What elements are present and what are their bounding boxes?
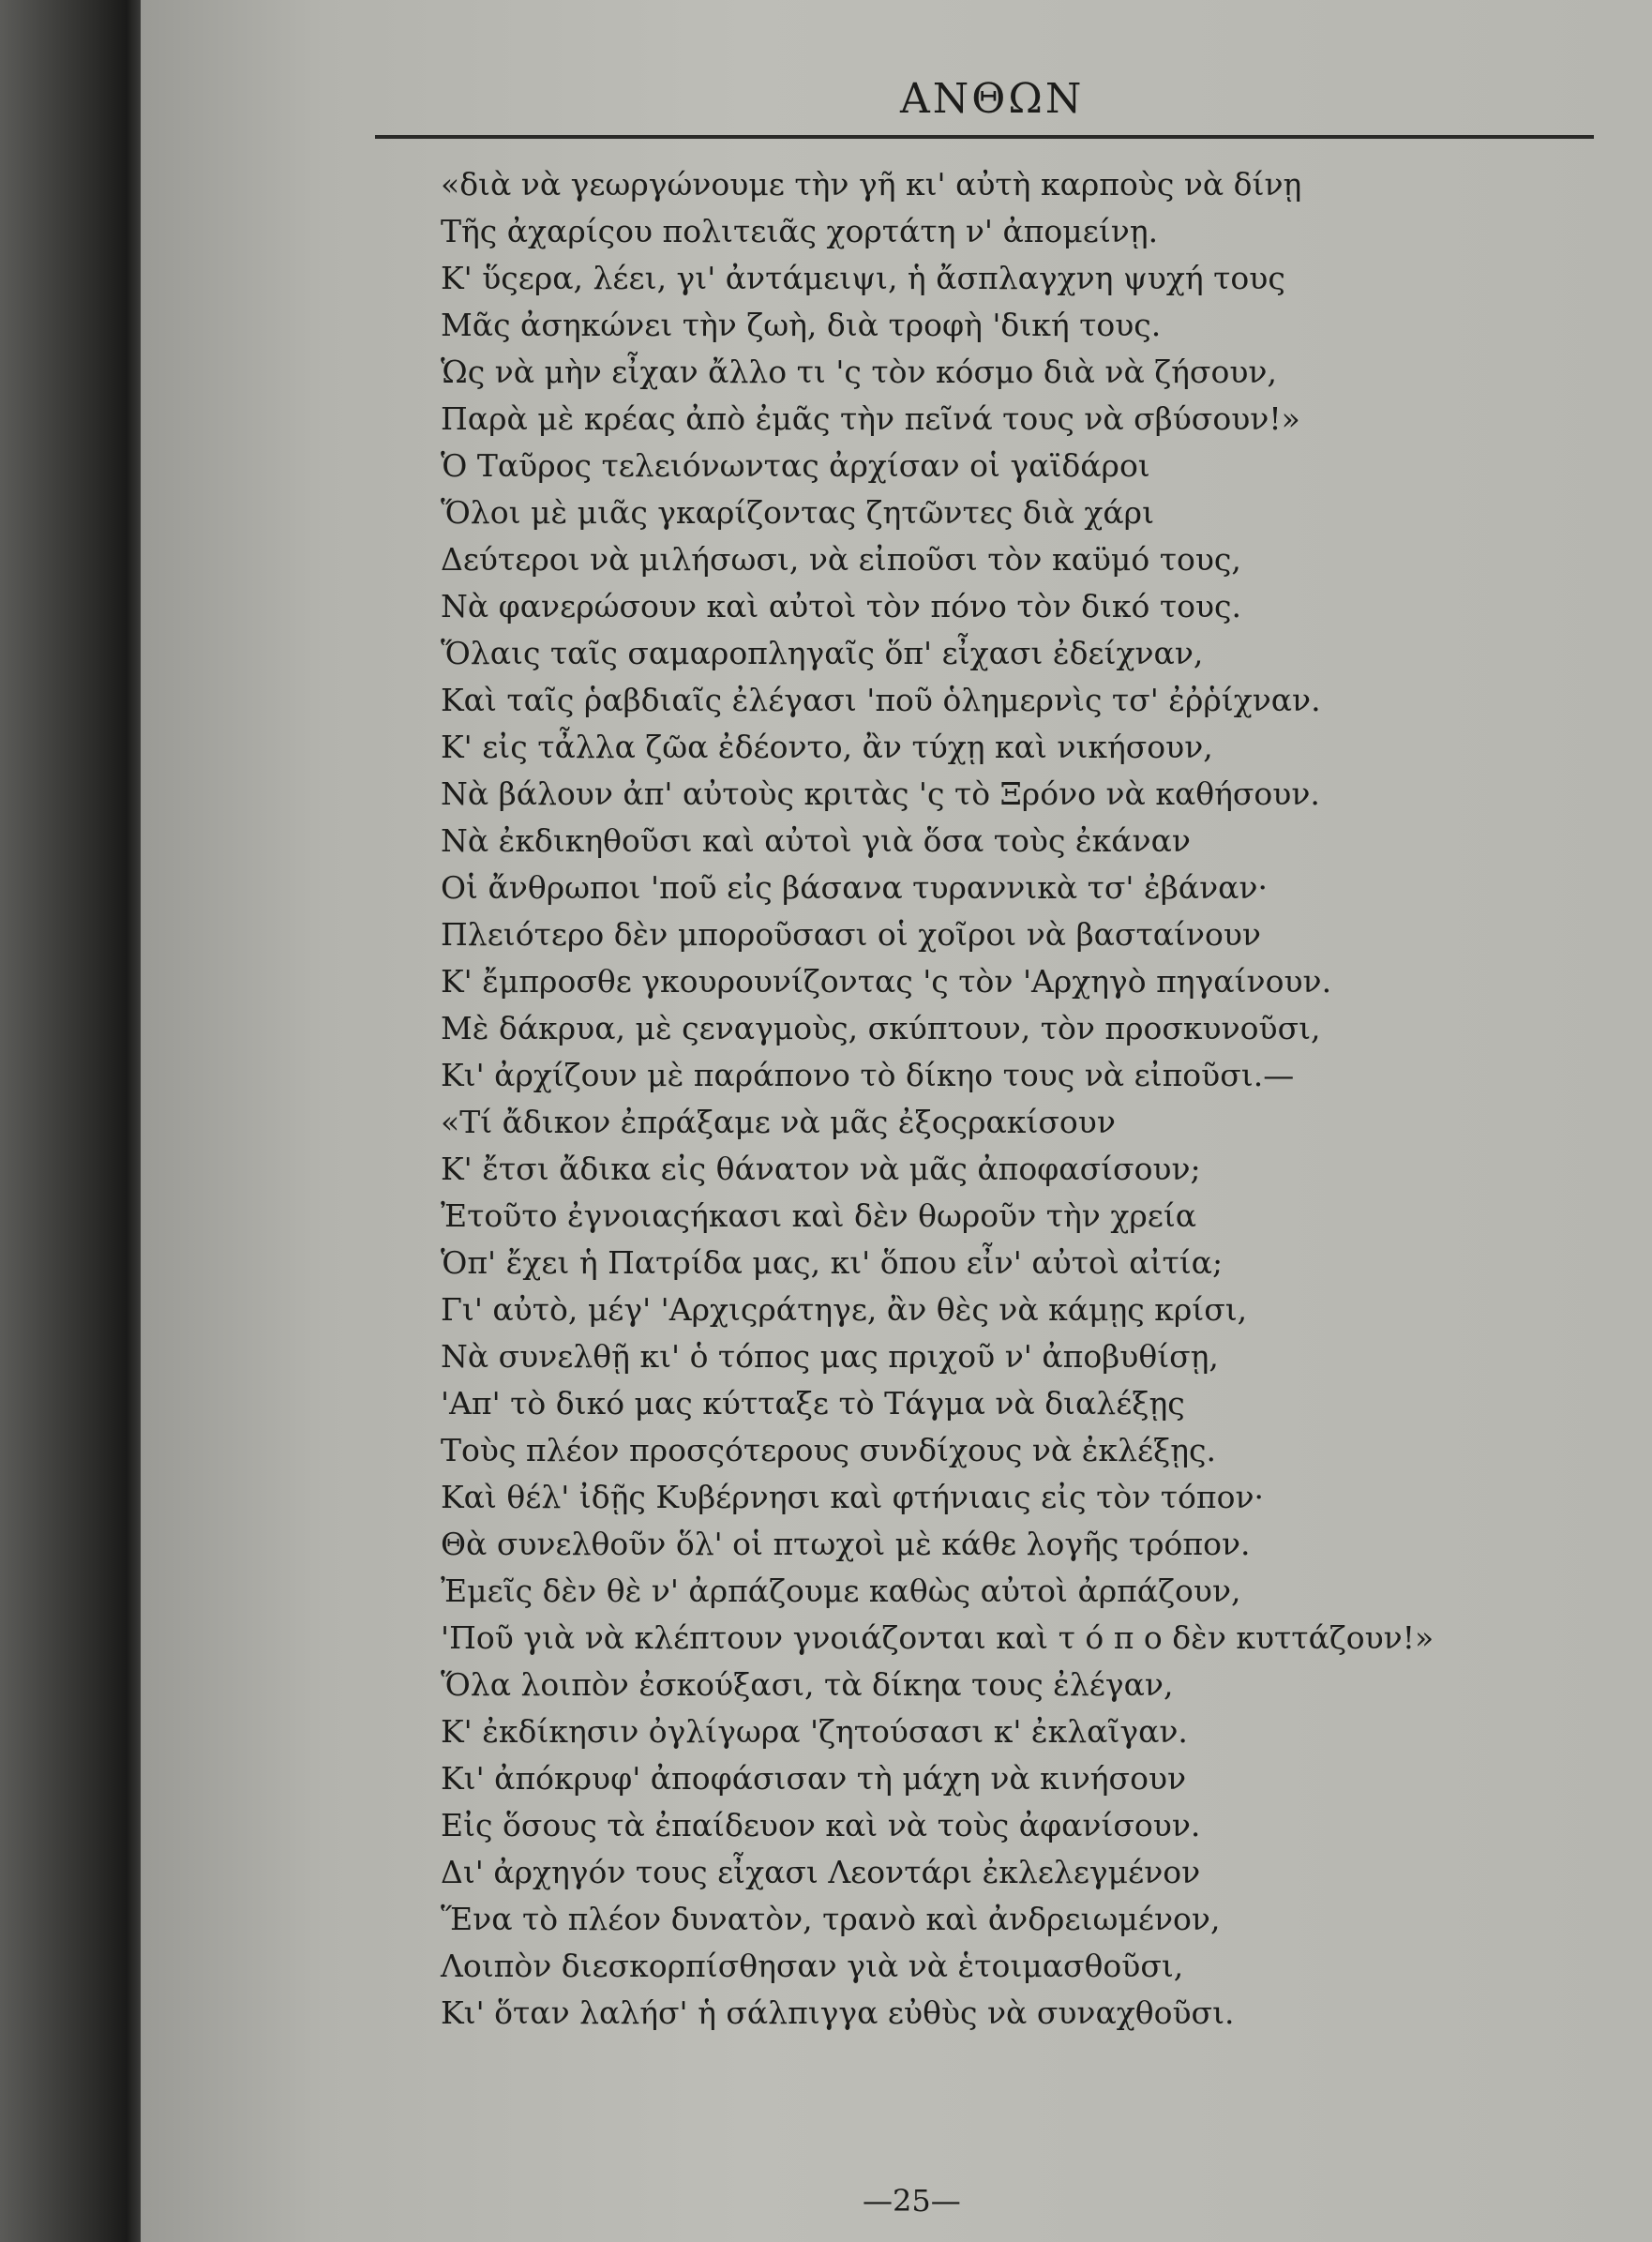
poem-line: Τῆς ἀχαρίςου πολιτειᾶς χορτάτη ν' ἀπομείνῃ.	[441, 213, 1159, 249]
poem-line: Δι' ἀρχηγόν τους εἶχασι Λεοντάρι ἐκλελεγμένον	[441, 1854, 1201, 1890]
poem-line: Ὅλα λοιπὸν ἐσκούξασι, τὰ δίκηα τους ἐλέγαν,	[441, 1666, 1174, 1703]
poem-line: «Τί ἄδικον ἐπράξαμε νὰ μᾶς ἐξοςρακίσουν	[441, 1104, 1116, 1140]
header-rule	[375, 135, 1594, 139]
poem-line: Ὁ Ταῦρος τελειόνωντας ἀρχίσαν οἱ γαϊδάροι	[441, 447, 1150, 484]
poem-line: Νὰ φανερώσουν καὶ αὐτοὶ τὸν πόνο τὸν δικό τους.	[441, 588, 1242, 624]
poem-line: Καὶ θέλ' ἰδῇς Κυβέρνησι καὶ φτήνιαις εἰς τὸν τόπον·	[441, 1479, 1265, 1515]
poem-line: Παρὰ μὲ κρέας ἀπὸ ἐμᾶς τὴν πεῖνά τους νὰ σβύσουν!»	[441, 400, 1300, 437]
poem-line: Θὰ συνελθοῦν ὅλ' οἱ πτωχοὶ μὲ κάθε λογῆς τρόπον.	[441, 1526, 1251, 1562]
poem-line: Πλειότερο δὲν μποροῦσασι οἱ χοῖροι νὰ βασταίνουν	[441, 916, 1261, 953]
poem-line: Νὰ ἐκδικηθοῦσι καὶ αὐτοὶ γιὰ ὅσα τοὺς ἐκάναν	[441, 822, 1191, 859]
poem-line: Κ' ἔμπροσθε γκουρουνίζοντας 'ς τὸν 'Αρχηγὸ πηγαίνουν.	[441, 963, 1332, 1000]
poem-line: Κ' ὕςερα, λέει, γι' ἀντάμειψι, ἡ ἄσπλαγχνη ψυχή τους	[441, 260, 1285, 296]
poem-line: Κ' ἔτσι ἄδικα εἰς θάνατον νὰ μᾶς ἀποφασίσουν;	[441, 1151, 1201, 1187]
poem-line: Κι' ὅταν λαλήσ' ἡ σάλπιγγα εὐθὺς νὰ συναχθοῦσι.	[441, 1994, 1235, 2031]
poem-text	[441, 161, 1613, 2037]
poem-line: Λοιπὸν διεσκορπίσθησαν γιὰ νὰ ἑτοιμασθοῦσι,	[441, 1948, 1184, 1984]
poem-line: Οἱ ἄνθρωποι 'ποῦ εἰς βάσανα τυραννικὰ τσ' ἐβάναν·	[441, 869, 1268, 906]
poem-line: Ἐμεῖς δὲν θὲ ν' ἀρπάζουμε καθὼς αὐτοὶ ἀρπάζουν,	[441, 1572, 1241, 1609]
poem-line: Καὶ ταῖς ῥαβδιαῖς ἐλέγασι 'ποῦ ὁλημερνὶς τσ' ἐῤῥίχναν.	[441, 682, 1321, 718]
binding-gutter	[0, 0, 141, 2242]
poem-line: Κι' ἀρχίζουν μὲ παράπονο τὸ δίκηο τους νὰ εἰποῦσι.—	[441, 1057, 1295, 1093]
poem-line: Ὡς νὰ μὴν εἶχαν ἄλλο τι 'ς τὸν κόσμο διὰ νὰ ζήσουν,	[441, 354, 1277, 390]
poem-line: Δεύτεροι νὰ μιλήσωσι, νὰ εἰποῦσι τὸν καϋμό τους,	[441, 541, 1241, 578]
poem-line: Γι' αὐτὸ, μέγ' 'Αρχιςράτηγε, ἂν θὲς νὰ κάμῃς κρίσι,	[441, 1291, 1248, 1328]
page-number: —25—	[863, 2183, 961, 2219]
poem-line: Ὅλαις ταῖς σαμαροπληγαῖς ὅπ' εἶχασι ἐδείχναν,	[441, 635, 1204, 671]
poem-line: «διὰ νὰ γεωργώνουμε τὴν γῆ κι' αὐτὴ καρποὺς νὰ δίνῃ	[441, 166, 1302, 203]
poem-line: Ὁπ' ἔχει ἡ Πατρίδα μας, κι' ὅπου εἶν' αὐτοὶ αἰτία;	[441, 1244, 1224, 1281]
poem-line: Εἰς ὅσους τὰ ἐπαίδευον καὶ νὰ τοὺς ἀφανίσουν.	[441, 1807, 1201, 1843]
poem-line: Κι' ἀπόκρυφ' ἀποφάσισαν τὴ μάχη νὰ κινήσουν	[441, 1760, 1187, 1797]
poem-line: Μὲ δάκρυα, μὲ ςεναγμοὺς, σκύπτουν, τὸν προσκυνοῦσι,	[441, 1010, 1321, 1046]
poem-line: Ἕνα τὸ πλέον δυνατὸν, τρανὸ καὶ ἀνδρειωμένον,	[441, 1901, 1221, 1937]
poem-line: Νὰ βάλουν ἀπ' αὐτοὺς κριτὰς 'ς τὸ Ξρόνο νὰ καθήσουν.	[441, 775, 1320, 812]
running-header	[375, 75, 1594, 150]
poem-line: Ἐτοῦτο ἐγνοιαςήκασι καὶ δὲν θωροῦν τὴν χρεία	[441, 1197, 1197, 1234]
poem-line: 'Ποῦ γιὰ νὰ κλέπτουν γνοιάζονται καὶ τ ό π ο δὲν κυττάζουν!»	[441, 1619, 1434, 1656]
poem-line: Τοὺς πλέον προσςότερους συνδίχους νὰ ἐκλέξῃς.	[441, 1432, 1216, 1468]
header-title: ΑΝΘΩΝ	[900, 75, 1085, 123]
poem-line: Νὰ συνελθῇ κι' ὁ τόπος μας πριχοῦ ν' ἀποβυθίσῃ,	[441, 1338, 1219, 1375]
poem-line: 'Απ' τὸ δικό μας κύτταξε τὸ Τάγμα νὰ διαλέξῃς	[441, 1385, 1185, 1422]
poem-line: Κ' ἐκδίκησιν ὀγλίγωρα 'ζητούσασι κ' ἐκλαῖγαν.	[441, 1713, 1188, 1750]
poem-line: Ὅλοι μὲ μιᾶς γκαρίζοντας ζητῶντες διὰ χάρι	[441, 494, 1155, 531]
poem-line: Μᾶς ἀσηκώνει τὴν ζωὴ, διὰ τροφὴ 'δική τους.	[441, 307, 1162, 343]
poem-line: Κ' εἰς τἆλλα ζῶα ἐδέοντο, ἂν τύχῃ καὶ νικήσουν,	[441, 729, 1213, 765]
